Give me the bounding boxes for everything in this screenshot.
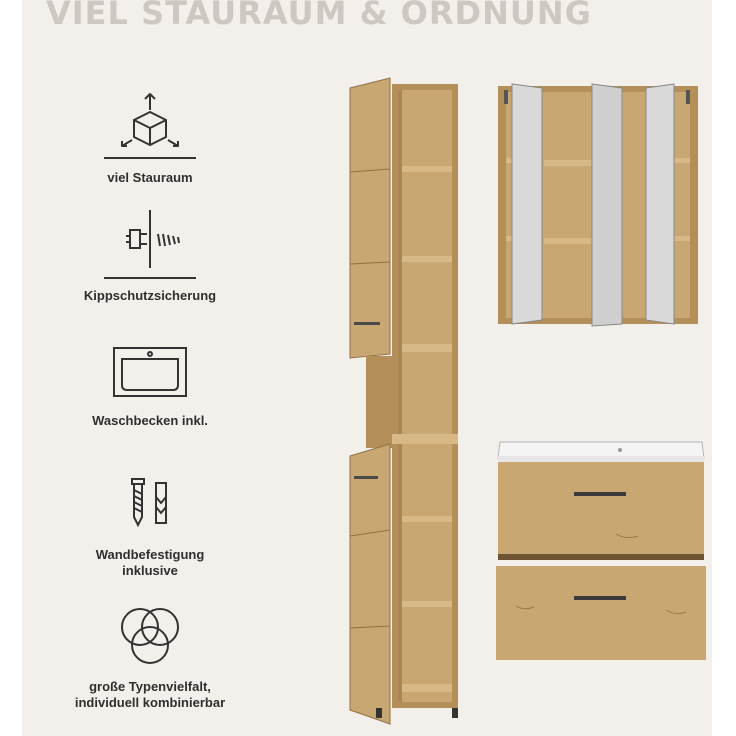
vanity-unit-image xyxy=(496,434,710,664)
feature-label: Waschbecken inkl. xyxy=(92,413,208,428)
feature-label xyxy=(54,679,246,711)
mirror-cabinet-image xyxy=(496,80,702,330)
feature-label-line: Wandbefestigung xyxy=(95,547,205,562)
background-panel xyxy=(22,0,712,736)
wall-mounting-screw-icon xyxy=(100,475,200,529)
headline: VIEL STAURAUM & ORDNUNG xyxy=(46,0,592,32)
feature-label-line: inklusive xyxy=(122,563,178,578)
feature-storage xyxy=(74,90,226,190)
feature-wall-mounting xyxy=(74,475,226,585)
feature-label-line: individuell kombinierbar xyxy=(74,695,226,710)
washbasin-icon xyxy=(100,345,200,401)
feature-divider xyxy=(104,277,196,279)
feature-tip-over xyxy=(74,208,226,308)
feature-label xyxy=(54,547,246,579)
feature-label-line: große Typenvielfalt, xyxy=(89,679,211,694)
feature-combination xyxy=(74,603,226,728)
combination-circles-icon xyxy=(100,603,200,675)
tip-over-protection-icon xyxy=(100,208,200,272)
feature-washbasin xyxy=(74,345,226,435)
storage-box-icon xyxy=(100,90,200,152)
feature-label: Kippschutzsicherung xyxy=(83,288,217,303)
feature-divider xyxy=(104,157,196,159)
tall-cabinet-image xyxy=(346,76,466,736)
feature-label: viel Stauraum xyxy=(107,170,193,185)
